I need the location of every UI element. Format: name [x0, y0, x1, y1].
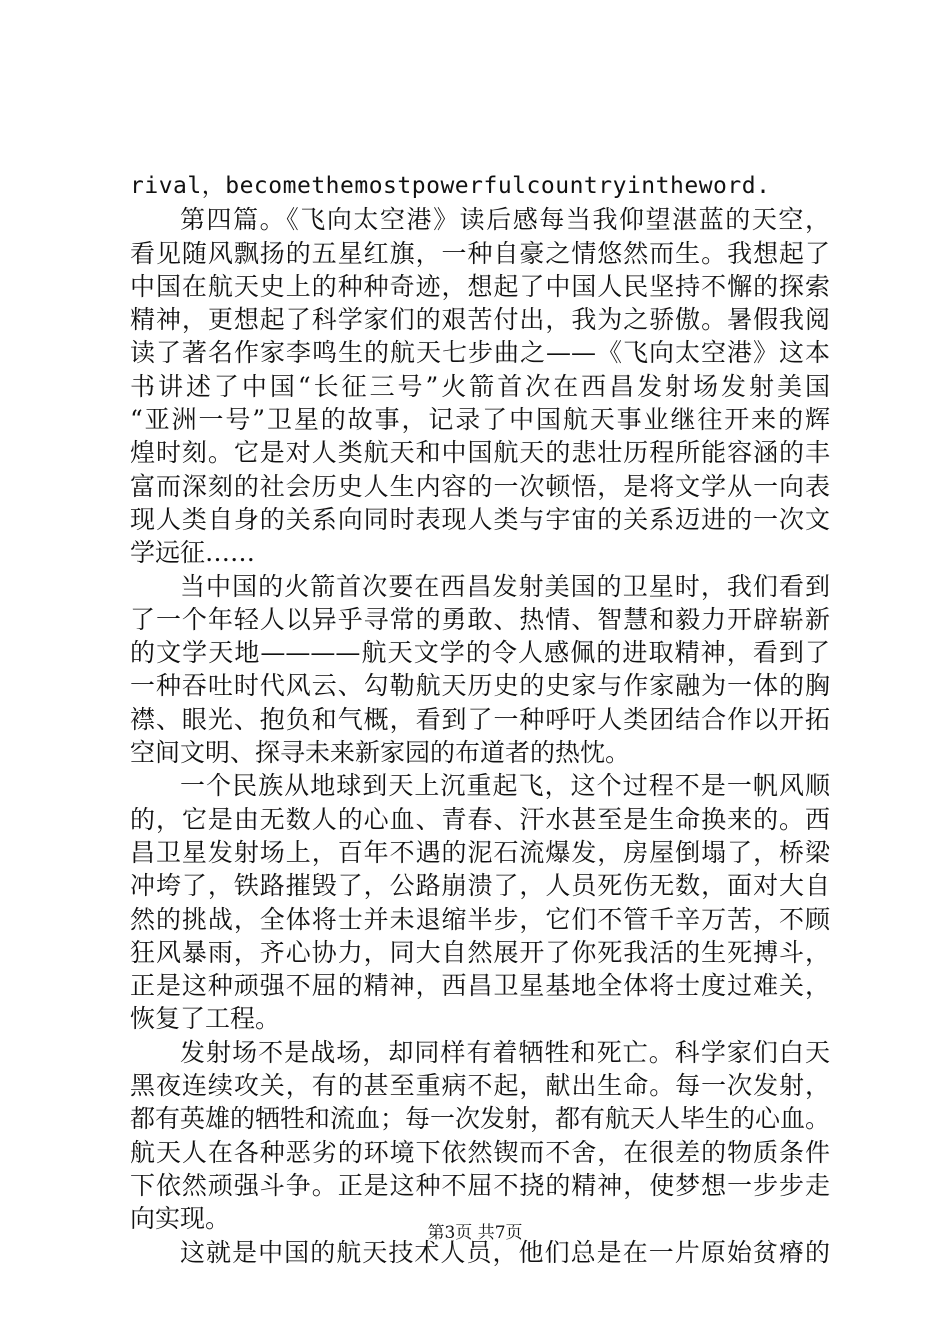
text-line: 航天人在各种恶劣的环境下依然锲而不舍，在很差的物质条件: [130, 1137, 830, 1167]
text-line: 下依然顽强斗争。正是这种不屈不挠的精神，使梦想一步步走: [130, 1170, 830, 1200]
text-line: 学远征……: [130, 538, 256, 568]
text-line: 精神，更想起了科学家们的艰苦付出，我为之骄傲。暑假我阅: [130, 305, 830, 335]
text-line: 的文学天地————航天文学的令人感佩的进取精神，看到了: [130, 638, 830, 668]
text-line: 一种吞吐时代风云、勾勒航天历史的史家与作家融为一体的胸: [130, 671, 830, 701]
text-line: 第四篇。《飞向太空港》读后感每当我仰望湛蓝的天空，: [180, 205, 830, 235]
text-line: 了一个年轻人以异乎寻常的勇敢、热情、智慧和毅力开辟崭新: [130, 604, 830, 634]
text-line: 然的挑战，全体将士并未退缩半步，它们不管千辛万苦，不顾: [130, 904, 830, 934]
text-line: 都有英雄的牺牲和流血；每一次发射，都有航天人毕生的心血。: [130, 1104, 830, 1134]
text-line: 冲垮了，铁路摧毁了，公路崩溃了，人员死伤无数，面对大自: [130, 871, 830, 901]
text-line: 看见随风飘扬的五星红旗，一种自豪之情悠然而生。我想起了: [130, 238, 830, 268]
text-line: 这就是中国的航天技术人员，他们总是在一片原始贫瘠的: [180, 1237, 830, 1267]
text-line: 昌卫星发射场上，百年不遇的泥石流爆发，房屋倒塌了，桥梁: [130, 837, 830, 867]
text-line: 正是这种顽强不屈的精神，西昌卫星基地全体将士度过难关，: [130, 971, 830, 1001]
text-line: 狂风暴雨，齐心协力，同大自然展开了你死我活的生死搏斗，: [130, 937, 830, 967]
text-line: 襟、眼光、抱负和气概，看到了一种呼吁人类团结合作以开拓: [130, 704, 830, 734]
text-line: 一个民族从地球到天上沉重起飞，这个过程不是一帆风顺: [180, 771, 830, 801]
text-line: 中国在航天史上的种种奇迹，想起了中国人民坚持不懈的探索: [130, 271, 830, 301]
text-line: rival，becomethemostpowerfulcountryintheword.: [130, 173, 771, 199]
text-line: 富而深刻的社会历史人生内容的一次顿悟，是将文学从一向表: [130, 471, 830, 501]
text-line: 向实现。: [130, 1204, 231, 1234]
text-line: 现人类自身的关系向同时表现人类与宇宙的关系迈进的一次文: [130, 504, 830, 534]
text-line: 书讲述了中国“长征三号”火箭首次在西昌发射场发射美国: [130, 371, 830, 401]
text-line: 当中国的火箭首次要在西昌发射美国的卫星时，我们看到: [180, 571, 830, 601]
text-line: 读了著名作家李鸣生的航天七步曲之——《飞向太空港》这本: [130, 338, 830, 368]
body-text: [130, 170, 830, 1269]
text-line: 发射场不是战场，却同样有着牺牲和死亡。科学家们白天: [180, 1037, 830, 1067]
text-line: 空间文明、探寻未来新家园的布道者的热忱。: [130, 738, 631, 768]
text-line: 黑夜连续攻关，有的甚至重病不起，献出生命。每一次发射，: [130, 1071, 830, 1101]
text-line: “亚洲一号”卫星的故事，记录了中国航天事业继往开来的辉: [130, 405, 830, 435]
text-line: 的，它是由无数人的心血、青春、汗水甚至是生命换来的。西: [130, 804, 830, 834]
text-line: 恢复了工程。: [130, 1004, 281, 1034]
text-line: 煌时刻。它是对人类航天和中国航天的悲壮历程所能容涵的丰: [130, 438, 830, 468]
page-footer: 第3页 共7页: [427, 1223, 523, 1243]
